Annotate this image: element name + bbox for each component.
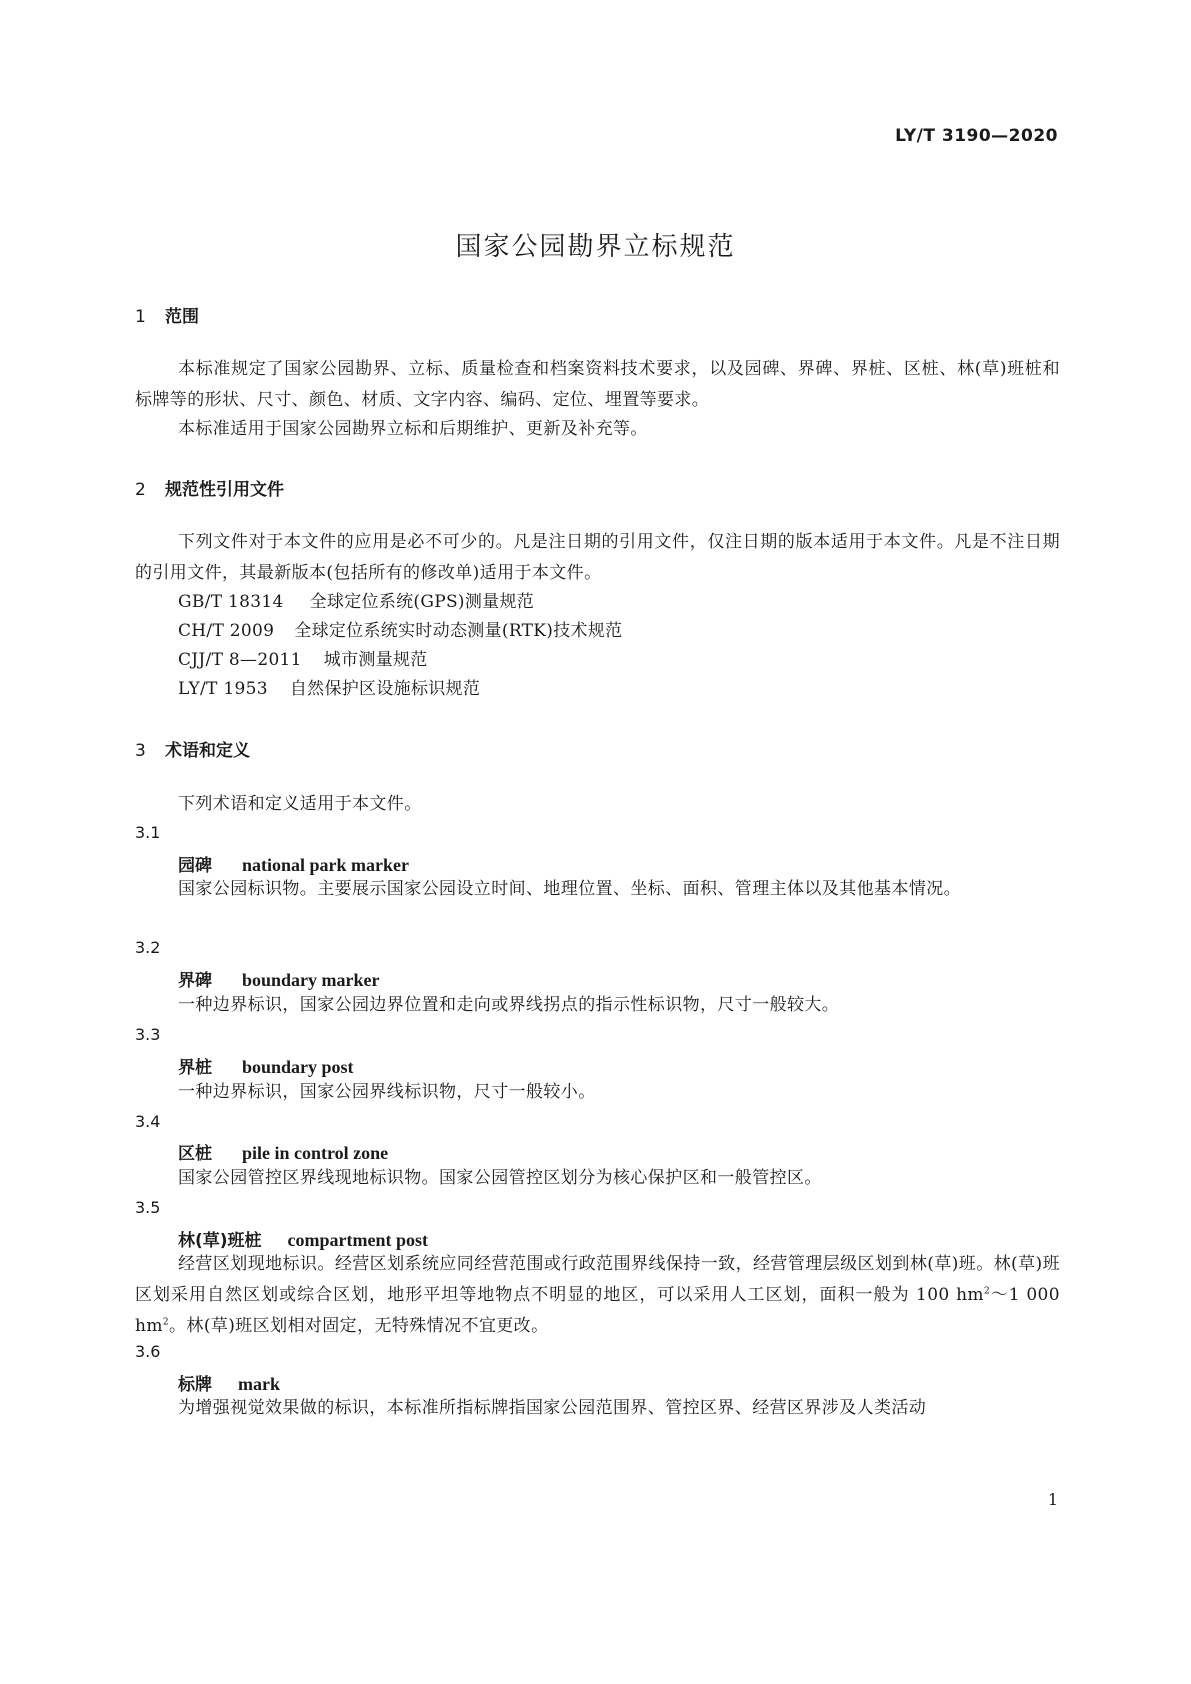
definition-part: 经营区划现地标识。经营区划系统应同经营范围或行政范围界线保持一致，经营管理层级区划到林(草)班。林(草)班区划采用自然区划或综合区划，地形平坦等地物点不明显的地区，可以采用人工区划，面积一般为 100 hm (135, 1254, 1060, 1305)
section-title: 规范性引用文件 (165, 480, 284, 500)
term-definition (135, 1249, 1060, 1342)
term-number: 3.3 (135, 1025, 161, 1044)
term-definition: 一种边界标识，国家公园边界位置和走向或界线拐点的指示性标识物，尺寸一般较大。 (178, 995, 840, 1015)
term-heading (178, 1053, 354, 1078)
term-heading (178, 966, 380, 991)
section-3-heading (135, 736, 250, 761)
term-definition: 一种边界标识，国家公园界线标识物，尺寸一般较小。 (178, 1082, 596, 1102)
reference-item (178, 674, 480, 705)
section-1-paragraph-2: 本标准适用于国家公园勘界立标和后期维护、更新及补充等。 (178, 419, 648, 439)
reference-code: GB/T 18314 (178, 592, 284, 612)
term-heading (178, 1226, 428, 1251)
term-en: boundary post (242, 1057, 354, 1077)
superscript: 2 (983, 1286, 991, 1297)
term-number: 3.4 (135, 1112, 161, 1131)
term-zh: 林(草)班桩 (178, 1231, 262, 1251)
term-zh: 区桩 (178, 1144, 212, 1164)
term-zh: 界桩 (178, 1058, 212, 1078)
standard-number: LY/T 3190—2020 (895, 126, 1058, 146)
section-title: 范围 (165, 307, 199, 327)
term-en: pile in control zone (242, 1143, 389, 1163)
section-number: 2 (135, 480, 146, 500)
term-en: compartment post (287, 1230, 429, 1250)
term-zh: 界碑 (178, 971, 212, 991)
term-definition: 为增强视觉效果做的标识，本标准所指标牌指国家公园范围界、管控区界、经营区界涉及人类活动 (178, 1398, 927, 1418)
reference-item (178, 587, 534, 618)
reference-item (178, 645, 428, 676)
term-zh: 标牌 (178, 1375, 212, 1395)
term-en: national park marker (242, 855, 410, 875)
section-2-paragraph-1: 下列文件对于本文件的应用是必不可少的。凡是注日期的引用文件，仅注日期的版本适用于本文件。凡是不注日期的引用文件，其最新版本(包括所有的修改单)适用于本文件。 (135, 532, 1060, 583)
reference-code: CH/T 2009 (178, 621, 275, 641)
term-en: boundary marker (242, 970, 380, 990)
term-number: 3.6 (135, 1342, 161, 1361)
reference-code: LY/T 1953 (178, 679, 268, 699)
page-number: 1 (1047, 1490, 1058, 1509)
term-definition: 国家公园标识物。主要展示国家公园设立时间、地理位置、坐标、面积、管理主体以及其他基本情况。 (178, 879, 961, 899)
section-2-heading (135, 475, 284, 500)
section-1-paragraph-1: 本标准规定了国家公园勘界、立标、质量检查和档案资料技术要求，以及园碑、界碑、界桩、区桩、林(草)班桩和标牌等的形状、尺寸、颜色、材质、文字内容、编码、定位、埋置等要求。 (135, 359, 1060, 410)
section-1-heading (135, 302, 199, 327)
term-heading (178, 851, 409, 876)
section-number: 3 (135, 741, 146, 761)
section-number: 1 (135, 307, 146, 327)
definition-part: 。林(草)班区划相对固定，无特殊情况不宜更改。 (169, 1316, 549, 1336)
reference-name: 自然保护区设施标识规范 (289, 679, 481, 699)
reference-item (178, 616, 622, 647)
document-title: 国家公园勘界立标规范 (455, 232, 736, 262)
term-number: 3.1 (135, 823, 161, 842)
term-heading (178, 1370, 280, 1395)
section-title: 术语和定义 (165, 741, 250, 761)
section-3-intro: 下列术语和定义适用于本文件。 (178, 794, 422, 814)
term-number: 3.5 (135, 1198, 161, 1217)
reference-name: 全球定位系统实时动态测量(RTK)技术规范 (294, 621, 623, 641)
reference-name: 城市测量规范 (323, 650, 428, 670)
term-zh: 园碑 (178, 856, 212, 876)
term-heading (178, 1139, 388, 1164)
superscript: 2 (162, 1317, 170, 1328)
reference-code: CJJ/T 8—2011 (178, 650, 302, 670)
term-definition: 国家公园管控区界线现地标识物。国家公园管控区划分为核心保护区和一般管控区。 (178, 1168, 822, 1188)
term-number: 3.2 (135, 938, 161, 957)
definition-part: ～1 000 hm (135, 1285, 1060, 1336)
reference-name: 全球定位系统(GPS)测量规范 (309, 592, 535, 612)
term-en: mark (238, 1374, 280, 1394)
